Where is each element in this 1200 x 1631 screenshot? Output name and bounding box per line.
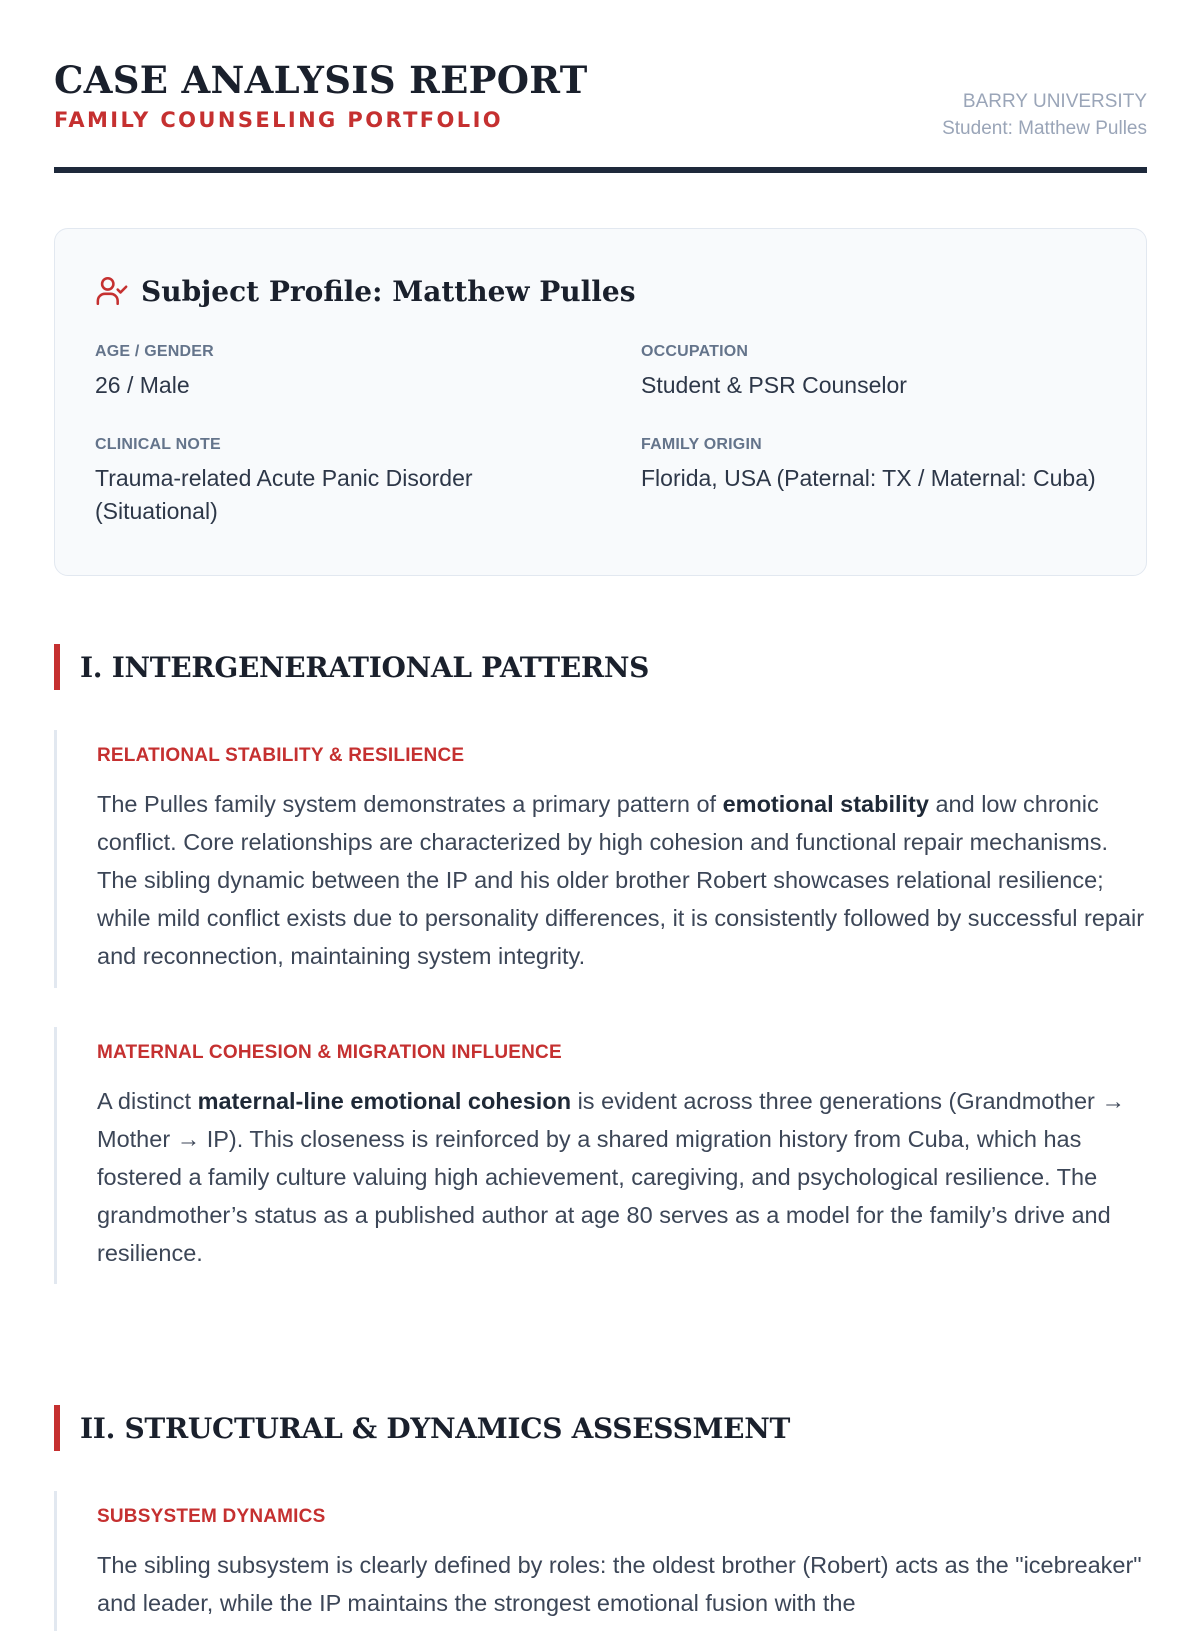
section-accent-bar (54, 644, 60, 690)
header-meta (942, 88, 1147, 142)
block-text: The Pulles family system demonstrates a primary pattern of emotional stability and low chronic conflict. Core relationships are characterized by high cohesion and functional repair mechanisms. The sibling dynamic between the IP and his older brother Robert showcases relational resilience; while mild conflict exists due to personality differences, it is consistently followed by successful repair and reconnection, maintaining system integrity. (97, 791, 1145, 969)
emphasis-text: maternal-line emotional cohesion (197, 1088, 572, 1114)
block-subsystem-dynamics (54, 1491, 1147, 1631)
section-title: II. STRUCTURAL & DYNAMICS ASSESSMENT (80, 1411, 791, 1445)
field-occupation (641, 343, 1111, 402)
field-clinical-note (95, 436, 565, 528)
section-accent-bar (54, 1405, 60, 1451)
field-family-origin (641, 436, 1111, 495)
field-label: OCCUPATION (641, 343, 749, 360)
field-label: AGE / GENDER (95, 343, 214, 360)
user-check-icon (95, 274, 129, 308)
section-heading-intergenerational (54, 644, 649, 690)
field-label: FAMILY ORIGIN (641, 436, 762, 453)
institution-name: BARRY UNIVERSITY (962, 91, 1147, 112)
field-value: Student & PSR Counselor (641, 372, 907, 398)
student-name: Student: Matthew Pulles (942, 118, 1147, 139)
field-value: 26 / Male (95, 372, 190, 398)
emphasis-text: emotional stability (722, 791, 929, 817)
block-text: A distinct maternal-line emotional cohesion is evident across three generations (Grandmother → Mother → IP). This closeness is reinforced by a shared migration history from Cuba, which has fostered a family culture valuing high achievement, caregiving, and psychological resilience. The grandmother’s status as a published author at age 80 serves as a model for the family’s drive and resilience. (97, 1088, 1125, 1266)
block-title: RELATIONAL STABILITY & RESILIENCE (97, 745, 465, 766)
block-text: The sibling subsystem is clearly defined by roles: the oldest brother (Robert) acts as the "icebreaker" and leader, while the IP maintains the strongest emotional fusion with the (97, 1552, 1142, 1616)
block-maternal-cohesion (54, 1027, 1147, 1284)
block-title: MATERNAL COHESION & MIGRATION INFLUENCE (97, 1042, 562, 1063)
profile-title: Subject Profile: Matthew Pulles (141, 274, 636, 308)
header-divider (54, 167, 1147, 173)
section-title: I. INTERGENERATIONAL PATTERNS (80, 650, 650, 684)
profile-heading (95, 274, 636, 308)
section-heading-structural (54, 1405, 790, 1451)
block-title: SUBSYSTEM DYNAMICS (97, 1506, 326, 1527)
field-label: CLINICAL NOTE (95, 436, 221, 453)
block-relational-stability (54, 730, 1147, 988)
document-subtitle: FAMILY COUNSELING PORTFOLIO (54, 108, 504, 132)
field-age-gender (95, 343, 565, 402)
document-title: CASE ANALYSIS REPORT (54, 58, 588, 102)
field-value: Trauma-related Acute Panic Disorder (Situational) (95, 465, 473, 524)
subject-profile-card (54, 228, 1147, 576)
field-value: Florida, USA (Paternal: TX / Maternal: Cuba) (641, 465, 1096, 491)
report-header (54, 58, 1147, 139)
